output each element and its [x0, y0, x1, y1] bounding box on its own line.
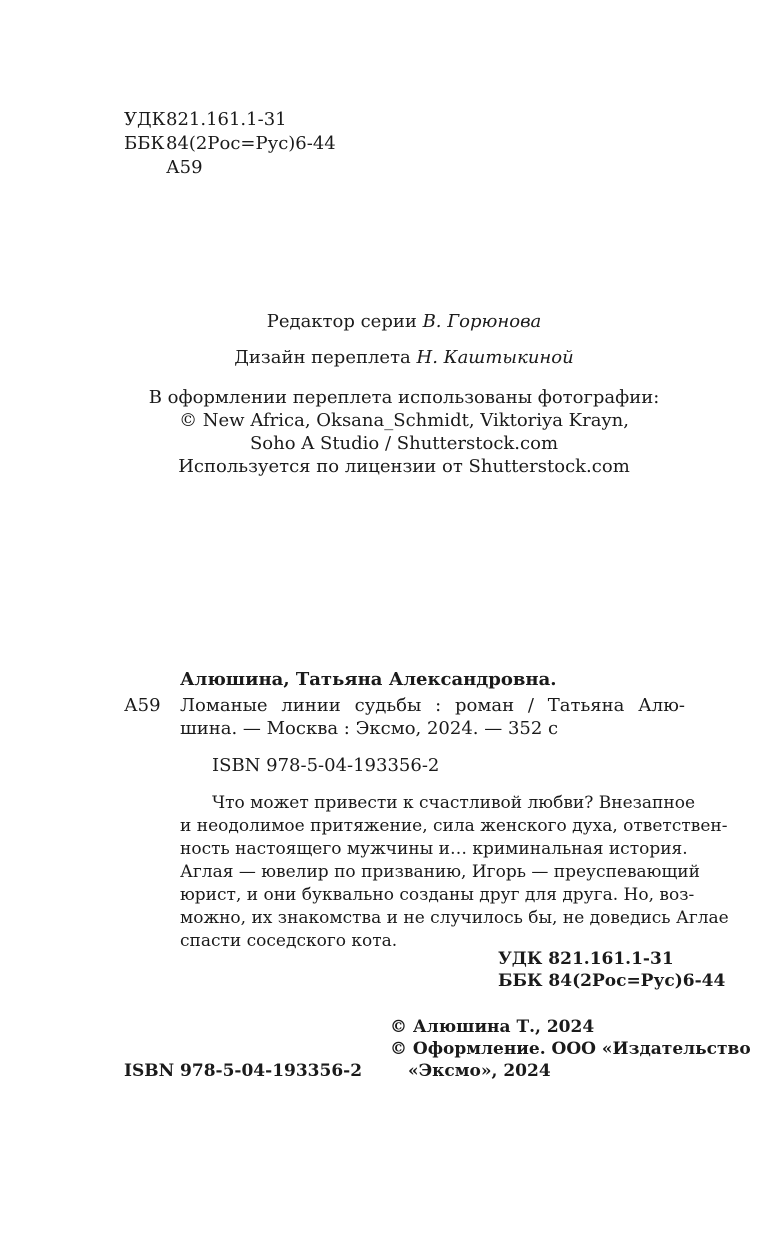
record-title-line: Ломаные линии судьбы : роман / Татьяна Алю- [180, 695, 685, 716]
record-isbn: ISBN 978-5-04-193356-2 [212, 755, 440, 776]
photo-credit-line: © New Africa, Oksana_Schmidt, Viktoriya Krayn, [179, 410, 629, 431]
bbk-label: ББК [124, 133, 165, 154]
annotation-line: и неодолимое притяжение, сила женского духа, ответствен- [180, 816, 728, 836]
author-mark: А59 [166, 157, 203, 178]
cover-designer-name: Н. Каштыкиной [416, 347, 574, 368]
cover-designer [0, 346, 768, 369]
bbk-code: 84(2Рос=Рус)6-44 [166, 133, 336, 154]
photo-credit-line: Используется по лицензии от Shutterstock.com [178, 456, 630, 477]
cover-designer-prefix: Дизайн переплета [234, 347, 411, 368]
annotation-line: юрист, и они буквально созданы друг для друга. Но, воз- [180, 885, 695, 905]
series-editor-name: В. Горюнова [422, 311, 542, 332]
record-author: Алюшина, Татьяна Александровна. [180, 669, 557, 690]
photo-credit-line: Soho A Studio / Shutterstock.com [249, 433, 559, 454]
udk-code: 821.161.1-31 [166, 109, 287, 130]
series-editor-prefix: Редактор серии [266, 311, 417, 332]
annotation-line: можно, их знакомства и не случилось бы, не доведись Аглае [180, 908, 729, 928]
annotation [180, 792, 729, 953]
record-mark: А59 [124, 695, 161, 716]
annotation-line: Аглая — ювелир по призванию, Игорь — преуспевающий [180, 862, 700, 882]
record-title-line: шина. — Москва : Эксмо, 2024. — 352 с [180, 718, 559, 739]
record-title [180, 694, 685, 740]
copyright-design: © Оформление. ООО «Издательство [390, 1039, 751, 1059]
series-editor [0, 310, 768, 333]
annotation-line: Что может привести к счастливой любви? Внезапное [212, 793, 696, 813]
annotation-line: спасти соседского кота. [180, 931, 398, 951]
bottom-isbn: ISBN 978-5-04-193356-2 [124, 1061, 363, 1081]
photo-credit-line: В оформлении переплета использованы фотографии: [148, 387, 660, 408]
copyright-author: © Алюшина Т., 2024 [390, 1017, 595, 1037]
annotation-line: ность настоящего мужчины и… криминальная история. [180, 839, 688, 859]
copyright-design-continued: «Эксмо», 2024 [408, 1061, 551, 1081]
bottom-udk: УДК 821.161.1-31 [498, 949, 674, 969]
udk-label: УДК [124, 109, 166, 130]
bottom-bbk: ББК 84(2Рос=Рус)6-44 [498, 971, 726, 991]
